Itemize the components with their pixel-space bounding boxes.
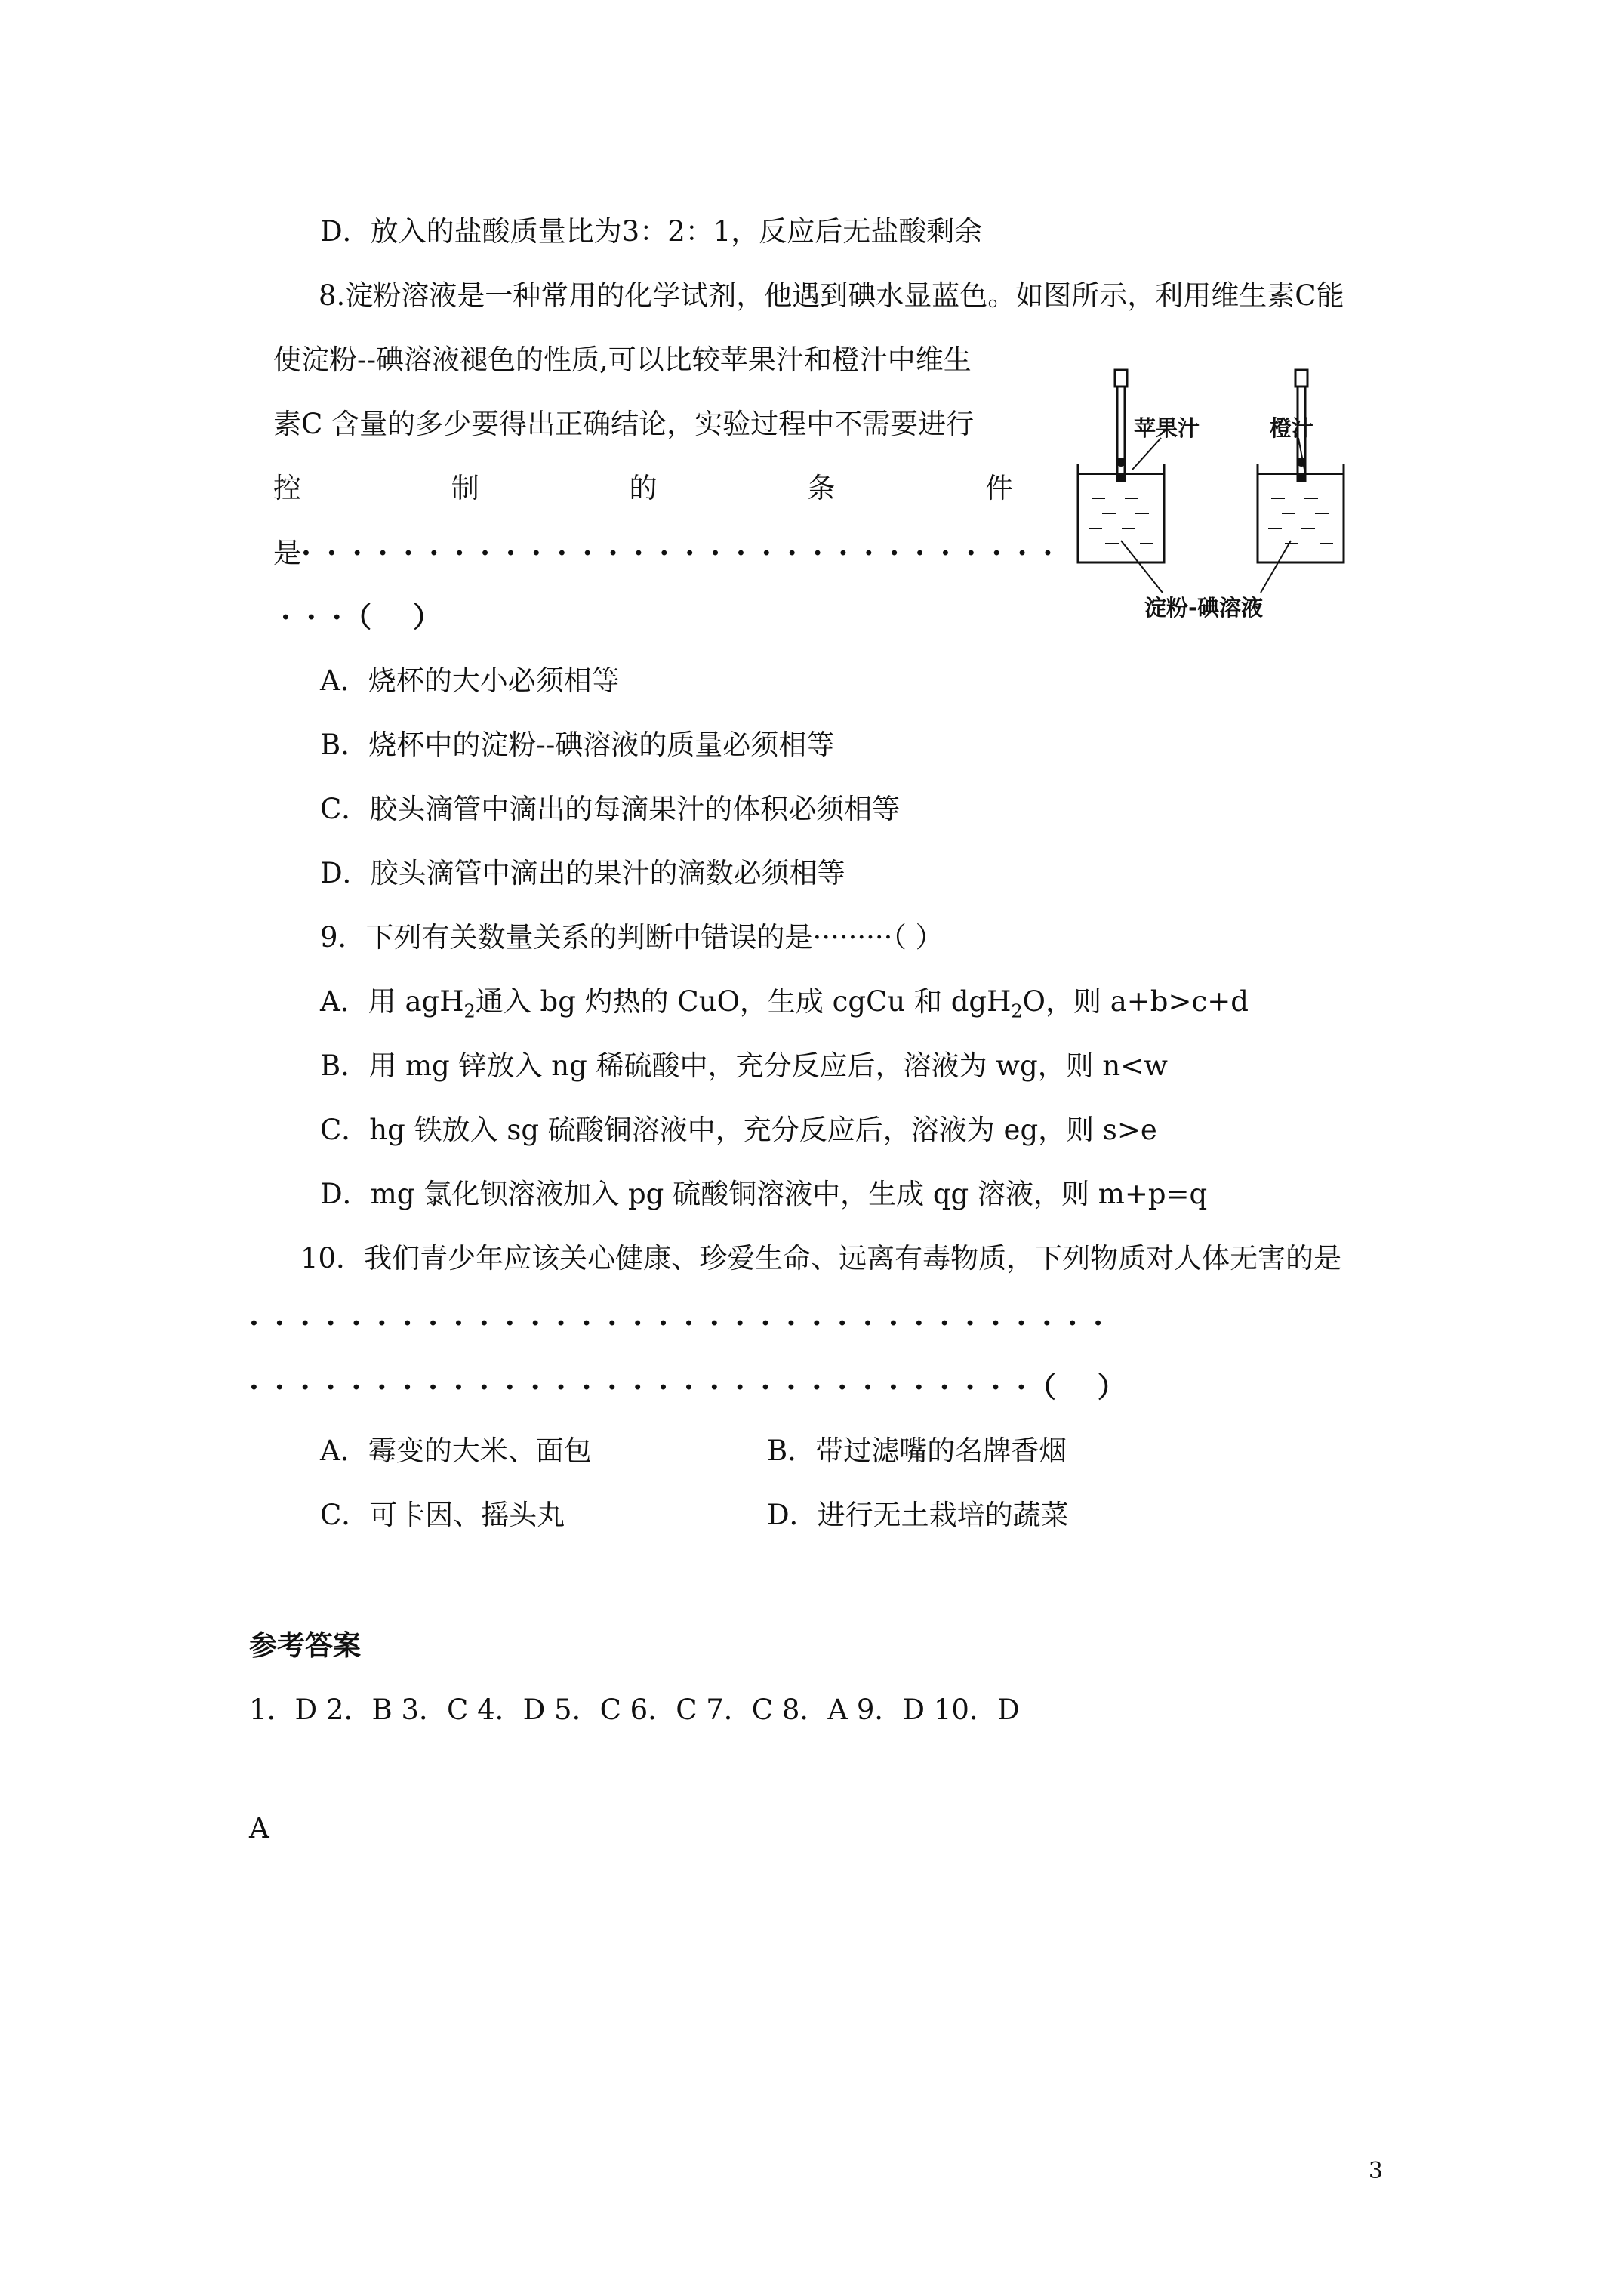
q9-a-post: O，则 a+b>c+d <box>1022 985 1249 1018</box>
q10-dot-leader-2: ·······························（ ） <box>249 1370 1141 1404</box>
q10-option-b: B．带过滤嘴的名牌香烟 <box>767 1435 1067 1467</box>
q8-stem-line1: 8.淀粉溶液是一种常用的化学试剂，他遇到碘水显蓝色。如图所示，利用维生素C能 <box>319 279 1344 312</box>
q8-stem-line4 <box>273 470 1013 507</box>
q8-stem-line2: 使淀粉--碘溶液褪色的性质,可以比较苹果汁和橙汁中维生 <box>273 344 972 376</box>
answers-list: 1．D 2．B 3．C 4．D 5．C 6．C 7．C 8．A 9．D 10．D <box>249 1693 1020 1726</box>
q8-stem-line3: 素C 含量的多少要得出正确结论，实验过程中不需要进行 <box>273 408 975 440</box>
q9-option-d: D．mg 氯化钡溶液加入 pg 硫酸铜溶液中，生成 qg 溶液，则 m+p=q <box>320 1178 1208 1210</box>
q8-option-c: C．胶头滴管中滴出的每滴果汁的体积必须相等 <box>320 793 901 825</box>
label-apple-juice: 苹果汁 <box>1134 415 1200 441</box>
q8-stem-line6 <box>281 598 457 636</box>
q9-a-mid: 通入 bg 灼热的 CuO，生成 cgCu 和 dgH <box>475 985 1012 1018</box>
q8-option-a: A．烧杯的大小必须相等 <box>320 664 620 697</box>
page-number: 3 <box>1368 2158 1383 2184</box>
q10-option-d: D．进行无土栽培的蔬菜 <box>767 1499 1069 1531</box>
q10-dot-leader-1: ·································· <box>249 1306 1119 1339</box>
q9-a-pre: A．用 agH <box>320 985 464 1018</box>
q8-spread-char: 件 <box>985 472 1013 504</box>
q8-spread-char: 条 <box>807 472 836 504</box>
q8-answer-blank: ···（ ） <box>281 600 457 633</box>
q10-stem: 10．我们青少年应该关心健康、珍爱生命、远离有毒物质，下列物质对人体无害的是 <box>300 1242 1342 1274</box>
q10-option-a: A．霉变的大米、面包 <box>320 1435 592 1467</box>
answers-extra: A <box>249 1812 269 1845</box>
q9-option-b: B．用 mg 锌放入 ng 稀硫酸中，充分反应后，溶液为 wg，则 n<w <box>320 1049 1168 1082</box>
answers-heading: 参考答案 <box>249 1629 361 1662</box>
q9-a-sub2: 2 <box>1011 1000 1023 1022</box>
label-starch-iodine: 淀粉-碘溶液 <box>1144 595 1264 621</box>
q8-stem-line5 <box>273 534 1068 572</box>
q9-option-a <box>320 983 1249 1030</box>
q8-option-d: D．胶头滴管中滴出的果汁的滴数必须相等 <box>320 857 845 889</box>
q8-beaker-figure <box>1072 362 1404 634</box>
q8-dot-leader: ······························ <box>301 536 1069 569</box>
q8-option-b: B．烧杯中的淀粉--碘溶液的质量必须相等 <box>320 729 835 761</box>
q8-spread-char: 的 <box>629 472 658 504</box>
q8-line5-prefix: 是 <box>273 537 301 569</box>
q7-option-d: D．放入的盐酸质量比为3：2：1，反应后无盐酸剩余 <box>320 215 983 248</box>
q9-a-sub1: 2 <box>463 1000 476 1022</box>
q8-spread-char: 制 <box>451 472 479 504</box>
label-orange-juice: 橙汁 <box>1270 415 1314 441</box>
q8-spread-char: 控 <box>273 472 301 504</box>
q10-option-c: C．可卡因、摇头丸 <box>320 1499 565 1531</box>
q9-option-c: C．hg 铁放入 sg 硫酸铜溶液中，充分反应后，溶液为 eg，则 s>e <box>320 1114 1157 1146</box>
q9-stem: 9．下列有关数量关系的判断中错误的是·········（ ） <box>320 921 944 954</box>
